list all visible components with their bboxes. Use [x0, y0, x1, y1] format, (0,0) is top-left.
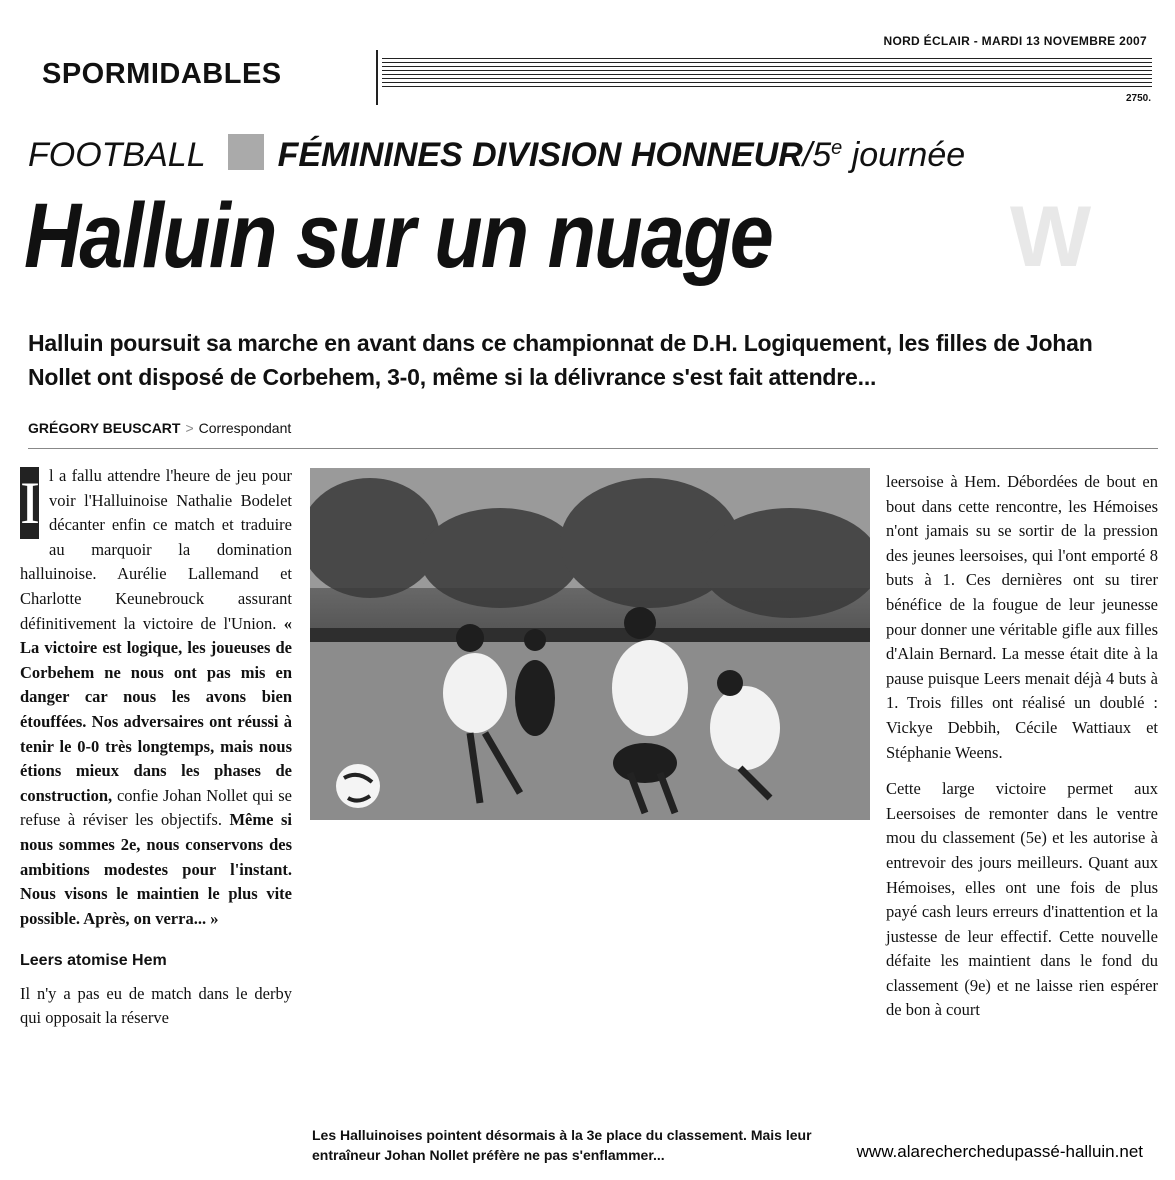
byline-author: GRÉGORY BEUSCART	[28, 420, 181, 436]
site-watermark: www.alarecherchedupassé-halluin.net	[853, 1140, 1147, 1164]
col3-paragraph-2: Cette large victoire permet aux Leersoises de remonter dans le ventre mou du classement (5e) et les autorise à entrevoir des jours meilleurs. Quant aux Hémoises, elles ont une fois de plus payé cash leurs erreurs d'inattention et la justesse de leur effectif. Cette nouvelle défaite les maintient dans le fond du classement (9e) et ne laisse rien espérer de bon à court	[886, 779, 1158, 1020]
headline: Halluin sur un nuage	[24, 185, 773, 287]
kicker-sport: FOOTBALL	[28, 136, 206, 174]
kicker	[28, 134, 965, 175]
col1-text-1b: confie Johan Nollet qui se refuse à réviser les objectifs.	[20, 785, 292, 830]
col1-paragraph-1	[20, 464, 292, 931]
kicker-round-suffix: journée	[842, 136, 966, 174]
drop-cap: I	[20, 467, 39, 539]
article-column-1	[20, 464, 292, 1031]
subhead: Leers atomise Hem	[20, 952, 167, 970]
section-rubric: SPORMIDABLES	[42, 58, 282, 90]
kicker-division: FÉMININES DIVISION HONNEUR	[277, 136, 803, 174]
rubric-divider	[376, 50, 378, 105]
kicker-round-prefix: /5	[802, 136, 832, 174]
article-column-3	[886, 470, 1158, 1023]
dateline: NORD ÉCLAIR - MARDI 13 NOVEMBRE 2007	[883, 34, 1147, 48]
show-through-ghost-text: W	[1010, 189, 1092, 285]
byline-role: Correspondant	[198, 420, 292, 436]
lead-paragraph: Halluin poursuit sa marche en avant dans ce championnat de D.H. Logiquement, les filles de Johan Nollet ont disposé de Corbehem, 3-0, même si la délivrance s'est fait attendre...	[28, 330, 1093, 390]
match-photo	[310, 468, 870, 820]
kicker-round-sup: e	[831, 137, 843, 159]
byline-separator: >	[185, 420, 194, 436]
col1-paragraph-2: Il n'y a pas eu de match dans le derby qui opposait la réserve	[20, 983, 292, 1028]
col1-quote-1: « La victoire est logique, les joueuses de Corbehem ne nous ont pas mis en danger car nous les avons bien étouffées. Nos adversaires ont réussi à tenir le 0-0 très longtemps, mais nous étions mieux dans les phases de construction,	[20, 613, 292, 805]
header-hatch-band	[382, 58, 1152, 90]
kicker-square-icon	[228, 134, 264, 170]
photo-illustration	[310, 468, 870, 820]
page-code: 2750.	[1125, 93, 1151, 104]
col3-paragraph-1: leersoise à Hem. Débordées de bout en bout dans cette rencontre, les Hémoises n'ont jamais su se sortir de la pression des jeunes leersoises, qui l'ont emporté 8 buts à 1. Ces dernières ont su tirer bénéfice de la fougue de leur jeunesse pour donner une véritable gifle aux filles d'Alain Bernard. La messe était dite à la pause puisque Leers menait déjà 4 buts à 1. Trois filles ont réalisé un doublé : Vickye Debbih, Cécile Wattiaux et Stéphanie Weens.	[886, 472, 1158, 762]
byline-rule	[28, 448, 1158, 449]
col1-text-1: l a fallu attendre l'heure de jeu pour voir l'Halluinoise Nathalie Bodelet décanter enfin ce match et traduire au marquoir la domination halluinoise. Aurélie Lallemand et Charlotte Keunebrouck assurant définitivement la victoire de l'Union.	[20, 466, 292, 633]
col1-quote-2: Même si nous sommes 2e, nous conservons des ambitions modestes pour l'instant. Nous visons le maintien le plus vite possible. Après, on verra... »	[20, 810, 292, 928]
photo-caption: Les Halluinoises pointent désormais à la 3e place du classement. Mais leur entraîneur Johan Nollet préfère ne pas s'enflammer...	[312, 1127, 812, 1163]
byline	[28, 420, 291, 436]
